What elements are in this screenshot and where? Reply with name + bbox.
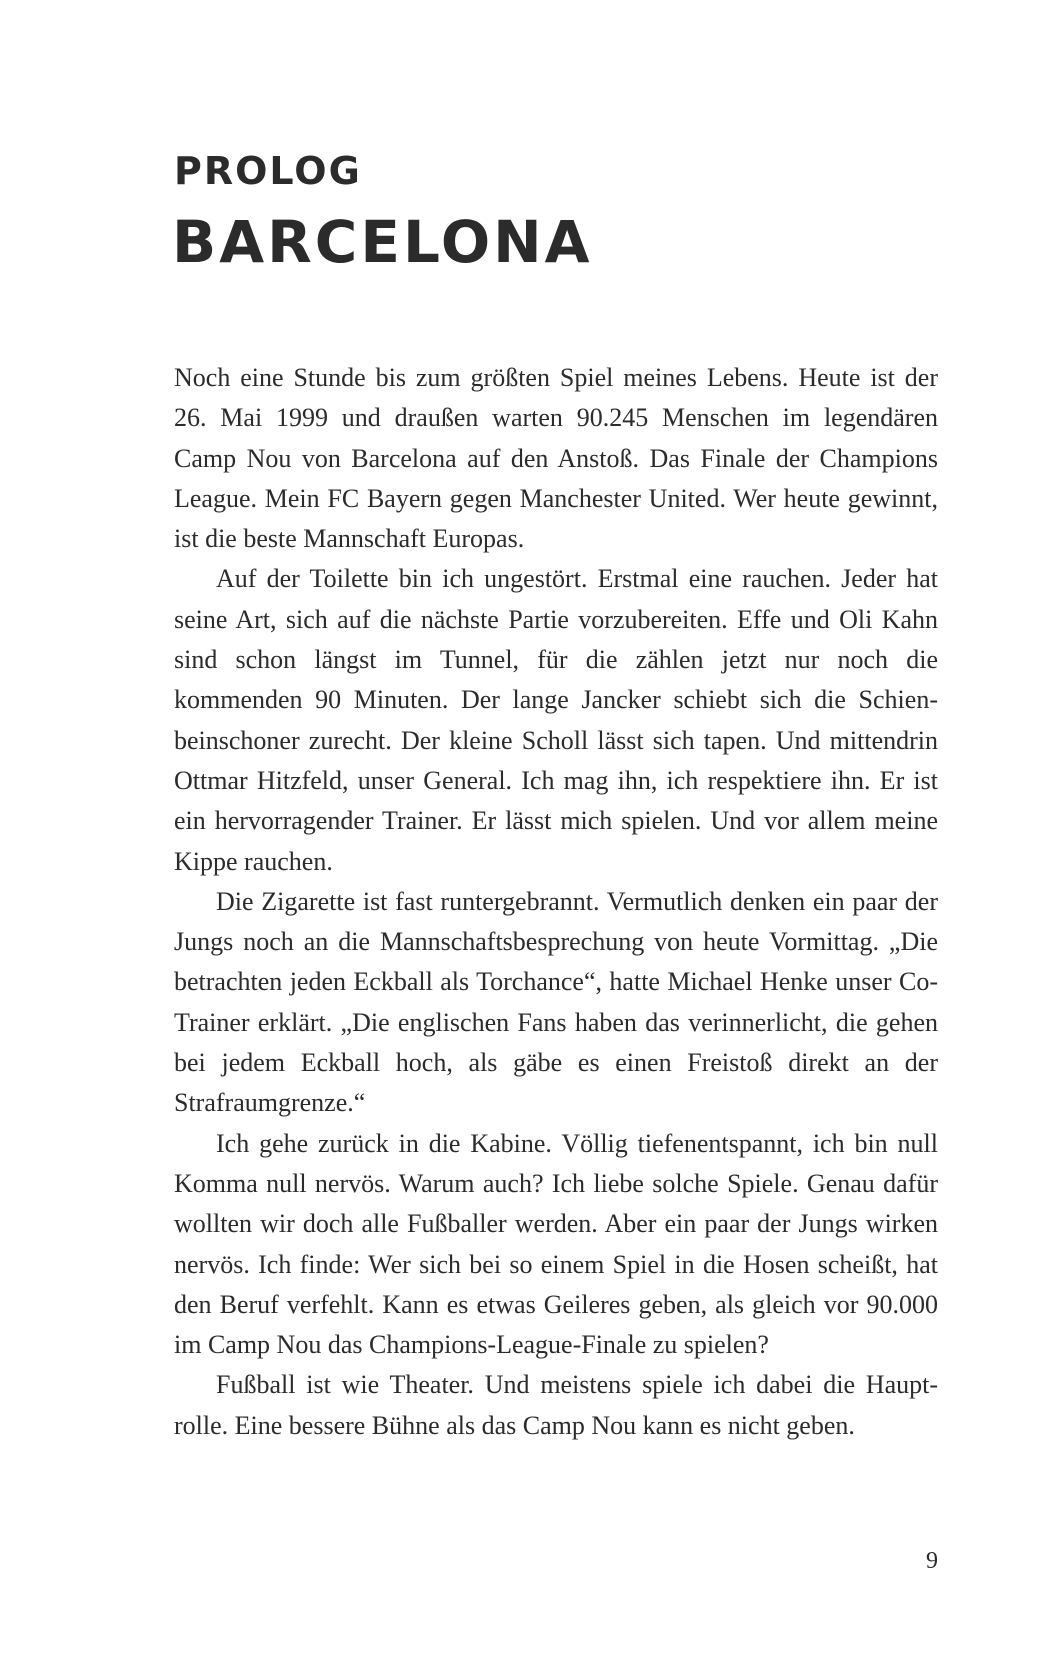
paragraph: Fußball ist wie Theater. Und meistens spiele ich dabei die Hauptrolle. Eine bessere Bühne als das Camp Nou kann es nicht geben. (174, 1370, 938, 1440)
paragraph: Noch eine Stunde bis zum größten Spiel meines Lebens. Heute ist der 26. Mai 1999 und draußen warten 90.245 Menschen im legendären Camp Nou von Barcelona auf den Anstoß. Das Finale der Champions League. Mein FC Bayern gegen Manchester United. Wer heute gewinnt, ist die beste Mannschaft Europas. (174, 363, 938, 554)
chapter-title: BARCELONA (172, 208, 593, 276)
paragraph: Auf der Toilette bin ich ungestört. Erstmal eine rauchen. Jeder hat seine Art, sich auf die nächste Partie vorzubereiten. Effe und Oli Kahn sind schon längst im Tunnel, für die zählen jetzt nur noch die kommenden 90 Minuten. Der lange Jancker schiebt sich die Schienbeinschoner zurecht. Der kleine Scholl lässt sich tapen. Und mittendrin Ottmar Hitzfeld, unser General. Ich mag ihn, ich respektiere ihn. Er ist ein hervorragender Trainer. Er lässt mich spielen. Und vor allem meine Kippe rauchen. (174, 564, 938, 876)
page-number: 9 (926, 1548, 938, 1574)
paragraph: Die Zigarette ist fast runtergebrannt. Vermutlich denken ein paar der Jungs noch an die Mannschaftsbesprechung von heute Vormittag. „Die betrachten jeden Eckball als Torchance“, hatte Michael Henke unser Co-Trainer erklärt. „Die englischen Fans haben das verinnerlicht, die gehen bei jedem Eckball hoch, als gäbe es einen Freistoß direkt an der Strafraumgrenze.“ (174, 886, 938, 1118)
paragraph: Ich gehe zurück in die Kabine. Völlig tiefenentspannt, ich bin null Komma null nervös. Warum auch? Ich liebe solche Spiele. Genau dafür wollten wir doch alle Fußballer werden. Aber ein paar der Jungs wirken nervös. Ich finde: Wer sich bei so einem Spiel in die Hosen scheißt, hat den Beruf verfehlt. Kann es etwas Geileres geben, als gleich vor 90.000 im Camp Nou das Champions-League-Finale zu spielen? (174, 1128, 938, 1360)
chapter-label: PROLOG (174, 149, 362, 193)
body-text (174, 358, 938, 1446)
